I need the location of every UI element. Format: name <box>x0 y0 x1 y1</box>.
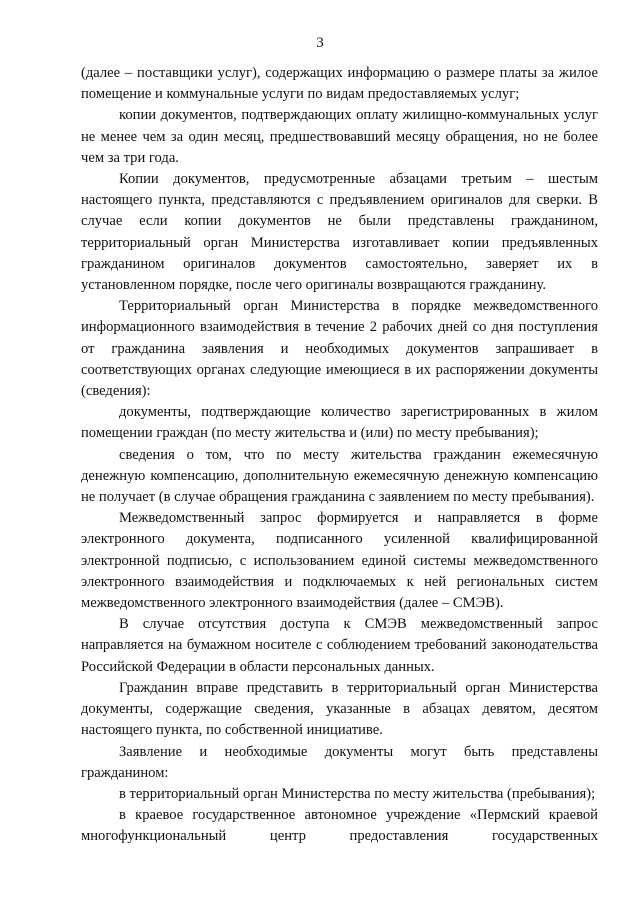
paragraph: Территориальный орган Министерства в порядке межведомственного информационного взаимодействия в течение 2 рабочих дней со дня поступления от гражданина заявления и необходимых документов запрашивает в соответствующих органах следующие имеющиеся в их распоряжении документы (сведения): <box>81 298 598 400</box>
page-number: 3 <box>316 35 324 51</box>
paragraph: в краевое государственное автономное учреждение «Пермский краевой многофункциональный центр предоставления государственных <box>81 807 598 845</box>
paragraph: Копии документов, предусмотренные абзацами третьим – шестым настоящего пункта, представляются с предъявлением оригиналов для сверки. В случае если копии документов не были представлены гражданином, территориальный орган Министерства изготавливает копии предъявленных гражданином оригиналов документов самостоятельно, заверяет их в установленном порядке, после чего оригиналы возвращаются гражданину. <box>81 171 598 294</box>
paragraph: в территориальный орган Министерства по месту жительства (пребывания); <box>119 785 596 802</box>
paragraph: (далее – поставщики услуг), содержащих информацию о размере платы за жилое помещение и коммунальные услуги по видам предоставляемых услуг; <box>81 65 598 103</box>
paragraph: сведения о том, что по месту жительства гражданин ежемесячную денежную компенсацию, дополнительную ежемесячную денежную компенсацию не получает (в случае обращения гражданина с заявлением по месту пребывания). <box>81 446 598 506</box>
paragraph: копии документов, подтверждающих оплату жилищно-коммунальных услуг не менее чем за один месяц, предшествовавший месяцу обращения, но не более чем за три года. <box>81 107 598 166</box>
paragraph: Заявление и необходимые документы могут быть представлены гражданином: <box>81 743 598 781</box>
document-body <box>81 63 598 848</box>
paragraph: документы, подтверждающие количество зарегистрированных в жилом помещении граждан (по месту жительства и (или) по месту пребывания); <box>81 404 598 442</box>
paragraph: В случае отсутствия доступа к СМЭВ межведомственный запрос направляется на бумажном носителе с соблюдением требований законодательства Российской Федерации в области персональных данных. <box>81 616 598 675</box>
paragraph: Межведомственный запрос формируется и направляется в форме электронного документа, подписанного усиленной квалифицированной электронной подписью, с использованием единой системы межведомственного электронного взаимодействия и подключаемых к ней региональных систем межведомственного электронного взаимодействия (далее – СМЭВ). <box>81 510 598 612</box>
paragraph: Гражданин вправе представить в территориальный орган Министерства документы, содержащие сведения, указанные в абзацах девятом, десятом настоящего пункта, по собственной инициативе. <box>81 679 598 739</box>
